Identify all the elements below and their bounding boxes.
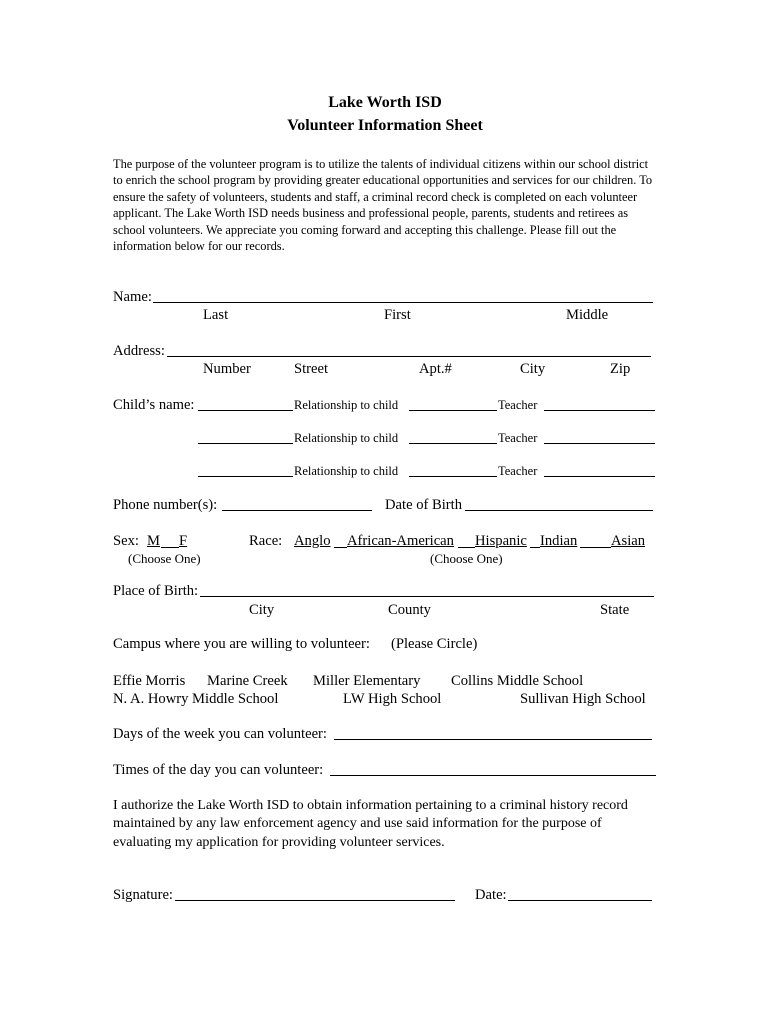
sex-divider-line bbox=[161, 547, 179, 548]
address-sub-street: Street bbox=[294, 361, 329, 377]
race-divider-line bbox=[580, 547, 611, 548]
relationship-line[interactable] bbox=[409, 410, 497, 411]
sex-choose-hint: (Choose One) bbox=[128, 551, 201, 566]
campus-option-effie-morris[interactable]: Effie Morris bbox=[113, 673, 186, 689]
campus-option-marine-creek[interactable]: Marine Creek bbox=[207, 673, 288, 689]
campus-option-miller-elementary[interactable]: Miller Elementary bbox=[313, 673, 421, 689]
times-line[interactable] bbox=[330, 775, 656, 776]
sex-option-female[interactable]: F bbox=[179, 533, 188, 549]
teacher-line[interactable] bbox=[544, 443, 655, 444]
date-line[interactable] bbox=[508, 900, 652, 901]
address-line[interactable] bbox=[167, 356, 651, 357]
relationship-label: Relationship to child bbox=[294, 464, 399, 478]
race-label: Race: bbox=[249, 533, 283, 549]
child-name-line[interactable] bbox=[198, 476, 293, 477]
days-label: Days of the week you can volunteer: bbox=[113, 726, 327, 742]
race-divider-line bbox=[334, 547, 347, 548]
teacher-label: Teacher bbox=[498, 398, 538, 412]
name-sub-last: Last bbox=[203, 307, 229, 323]
address-sub-city: City bbox=[520, 361, 546, 377]
birthplace-sub-city: City bbox=[249, 602, 275, 618]
dob-line[interactable] bbox=[465, 510, 653, 511]
race-divider-line bbox=[458, 547, 475, 548]
campus-option-sullivan-high[interactable]: Sullivan High School bbox=[520, 691, 646, 707]
teacher-line[interactable] bbox=[544, 476, 655, 477]
race-option-african-american[interactable]: African-American bbox=[347, 533, 454, 549]
relationship-label: Relationship to child bbox=[294, 431, 399, 445]
address-label: Address: bbox=[113, 343, 165, 359]
signature-label: Signature: bbox=[113, 887, 173, 903]
authorization-paragraph: I authorize the Lake Worth ISD to obtain information pertaining to a criminal history record maintained by any law enforcement agency and use said information for the purpose of evaluating my application for providing volunteer services. bbox=[113, 798, 628, 850]
race-option-indian[interactable]: Indian bbox=[540, 533, 578, 549]
name-label: Name: bbox=[113, 289, 152, 305]
child-name-line[interactable] bbox=[198, 410, 293, 411]
dob-label: Date of Birth bbox=[385, 497, 463, 513]
birthplace-line[interactable] bbox=[200, 596, 654, 597]
name-sub-first: First bbox=[384, 307, 411, 323]
intro-paragraph: The purpose of the volunteer program is to utilize the talents of individual citizens within our school district to enrich the school program by providing greater educational opportunities and services for our children. To ensure the safety of volunteers, students and staff, a criminal record check is completed on each volunteer applicant. The Lake Worth ISD needs business and professional people, parents, students and retirees as school volunteers. We appreciate you coming forward and accepting this challenge. Please fill out the information below for our records. bbox=[113, 157, 653, 254]
race-option-asian[interactable]: Asian bbox=[611, 533, 646, 549]
teacher-line[interactable] bbox=[544, 410, 655, 411]
date-label: Date: bbox=[475, 887, 507, 903]
days-line[interactable] bbox=[334, 739, 652, 740]
campus-hint: (Please Circle) bbox=[391, 636, 478, 652]
campus-option-lw-high[interactable]: LW High School bbox=[343, 691, 442, 707]
campus-option-collins-middle[interactable]: Collins Middle School bbox=[451, 673, 584, 689]
teacher-label: Teacher bbox=[498, 464, 538, 478]
birthplace-sub-state: State bbox=[600, 602, 630, 618]
phone-label: Phone number(s): bbox=[113, 497, 218, 513]
address-sub-number: Number bbox=[203, 361, 251, 377]
campus-option-howry-middle[interactable]: N. A. Howry Middle School bbox=[113, 691, 279, 707]
teacher-label: Teacher bbox=[498, 431, 538, 445]
race-option-anglo[interactable]: Anglo bbox=[294, 533, 331, 549]
name-sub-middle: Middle bbox=[566, 307, 609, 323]
address-sub-zip: Zip bbox=[610, 361, 631, 377]
relationship-label: Relationship to child bbox=[294, 398, 399, 412]
birthplace-sub-county: County bbox=[388, 602, 431, 618]
sheet-title: Volunteer Information Sheet bbox=[287, 117, 483, 134]
name-line[interactable] bbox=[153, 302, 653, 303]
child-name-line[interactable] bbox=[198, 443, 293, 444]
relationship-line[interactable] bbox=[409, 476, 497, 477]
relationship-line[interactable] bbox=[409, 443, 497, 444]
race-divider-line bbox=[530, 547, 540, 548]
sex-option-male[interactable]: M bbox=[147, 533, 160, 549]
child-name-label: Child’s name: bbox=[113, 397, 195, 413]
campus-label: Campus where you are willing to volunteer: bbox=[113, 636, 370, 652]
times-label: Times of the day you can volunteer: bbox=[113, 762, 324, 778]
address-sub-apt: Apt.# bbox=[419, 361, 452, 377]
phone-line[interactable] bbox=[222, 510, 372, 511]
signature-line[interactable] bbox=[175, 900, 455, 901]
race-option-hispanic[interactable]: Hispanic bbox=[475, 533, 527, 549]
race-choose-hint: (Choose One) bbox=[430, 551, 503, 566]
birthplace-label: Place of Birth: bbox=[113, 583, 199, 599]
district-title: Lake Worth ISD bbox=[328, 94, 442, 111]
sex-label: Sex: bbox=[113, 533, 139, 549]
